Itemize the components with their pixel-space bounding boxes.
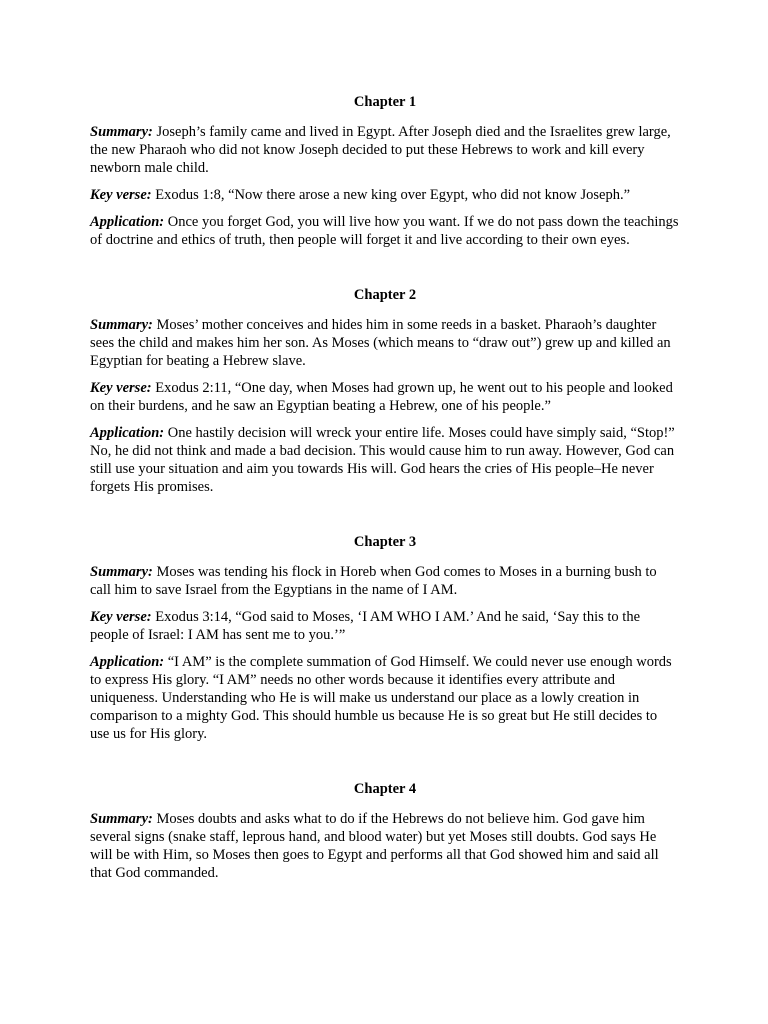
summary-paragraph xyxy=(90,123,680,177)
application-paragraph xyxy=(90,213,680,249)
application-label: Application: xyxy=(90,425,165,441)
summary-text: Moses was tending his flock in Horeb when God comes to Moses in a burning bush to call him to save Israel from the Egyptians in the name of I AM. xyxy=(90,564,657,598)
chapter-2 xyxy=(90,285,680,496)
application-label: Application: xyxy=(90,214,165,230)
key-verse-label: Key verse: xyxy=(90,609,152,625)
chapter-title: Chapter 1 xyxy=(353,94,417,110)
key-verse-label: Key verse: xyxy=(90,187,152,203)
summary-text: Joseph’s family came and lived in Egypt. After Joseph died and the Israelites grew large, the new Pharaoh who did not know Joseph decided to put these Hebrews to work and kill every newborn male child. xyxy=(90,124,671,176)
application-label: Application: xyxy=(90,654,165,670)
summary-label: Summary: xyxy=(90,124,153,140)
key-verse-paragraph xyxy=(90,608,680,644)
summary-text: Moses doubts and asks what to do if the Hebrews do not believe him. God gave him several signs (snake staff, leprous hand, and blood water) but yet Moses still doubts. God says He will be with Him, so Moses then goes to Egypt and performs all that God showed him and said all that God commanded. xyxy=(90,811,659,881)
application-paragraph xyxy=(90,424,680,496)
chapter-3 xyxy=(90,532,680,743)
key-verse-label: Key verse: xyxy=(90,380,152,396)
application-text: “I AM” is the complete summation of God Himself. We could never use enough words to express His glory. “I AM” needs no other words because it identifies every attribute and uniqueness. Understanding who He is will make us understand our place as a lowly creation in comparison to a mighty God. This should humble us because He is so great but He still decides to use us for His glory. xyxy=(90,654,672,742)
application-text: One hastily decision will wreck your entire life. Moses could have simply said, “Stop!” No, he did not think and made a bad decision. This would cause him to run away. However, God can still use your situation and aim you towards His will. God hears the cries of His people–He never forgets His promises. xyxy=(90,425,675,495)
application-text: Once you forget God, you will live how you want. If we do not pass down the teachings of doctrine and ethics of truth, then people will forget it and live according to their own eyes. xyxy=(90,214,679,248)
summary-label: Summary: xyxy=(90,811,153,827)
summary-paragraph xyxy=(90,316,680,370)
chapter-title: Chapter 4 xyxy=(353,781,417,797)
chapter-1 xyxy=(90,92,680,249)
key-verse-text: Exodus 1:8, “Now there arose a new king over Egypt, who did not know Joseph.” xyxy=(155,187,631,203)
application-paragraph xyxy=(90,653,680,743)
chapter-title: Chapter 2 xyxy=(353,287,417,303)
summary-paragraph xyxy=(90,563,680,599)
key-verse-paragraph xyxy=(90,379,680,415)
key-verse-paragraph xyxy=(90,186,680,204)
summary-paragraph xyxy=(90,810,680,882)
key-verse-text: Exodus 2:11, “One day, when Moses had grown up, he went out to his people and looked on their burdens, and he saw an Egyptian beating a Hebrew, one of his people.” xyxy=(90,380,673,414)
chapter-title: Chapter 3 xyxy=(353,534,417,550)
key-verse-text: Exodus 3:14, “God said to Moses, ‘I AM WHO I AM.’ And he said, ‘Say this to the people of Israel: I AM has sent me to you.’” xyxy=(90,609,640,643)
summary-text: Moses’ mother conceives and hides him in some reeds in a basket. Pharaoh’s daughter sees the child and makes him her son. As Moses (which means to “draw out”) grew up and killed an Egyptian for beating a Hebrew slave. xyxy=(90,317,671,369)
summary-label: Summary: xyxy=(90,317,153,333)
chapter-4 xyxy=(90,779,680,882)
summary-label: Summary: xyxy=(90,564,153,580)
